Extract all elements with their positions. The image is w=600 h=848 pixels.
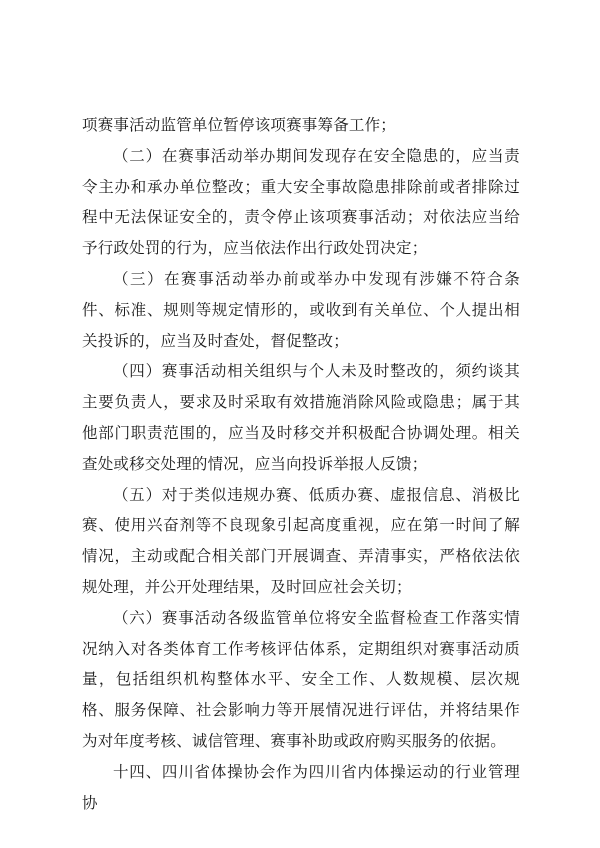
document-body	[82, 110, 520, 818]
paragraph-continuation: 项赛事活动监管单位暂停该项赛事筹备工作；	[82, 116, 397, 134]
paragraph-section-14: 十四、四川省体操协会作为四川省内体操运动的行业管理协	[82, 762, 520, 812]
paragraph-item-2: （二）在赛事活动举办期间发现存在安全隐患的，应当责令主办和承办单位整改；重大安全事故隐患排除前或者排除过程中无法保证安全的，责令停止该项赛事活动；对依法应当给予行政处罚的行为，应当依法作出行政处罚决定；	[82, 146, 520, 258]
paragraph-item-6: （六）赛事活动各级监管单位将安全监督检查工作落实情况纳入对各类体育工作考核评估体系，定期组织对赛事活动质量，包括组织机构整体水平、安全工作、人数规模、层次规格、服务保障、社会影响力等开展情况进行评估，并将结果作为对年度考核、诚信管理、赛事补助或政府购买服务的依据。	[82, 608, 520, 750]
paragraph-item-4: （四）赛事活动相关组织与个人未及时整改的，须约谈其主要负责人，要求及时采取有效措施消除风险或隐患；属于其他部门职责范围的，应当及时移交并积极配合协调处理。相关查处或移交处理的情况，应当向投诉举报人反馈；	[82, 362, 520, 473]
paragraph-item-5: （五）对于类似违规办赛、低质办赛、虚报信息、消极比赛、使用兴奋剂等不良现象引起高度重视，应在第一时间了解情况，主动或配合相关部门开展调查、弄清事实，严格依法依规处理，并公开处理结果，及时回应社会关切；	[82, 485, 520, 596]
paragraph-item-3: （三）在赛事活动举办前或举办中发现有涉嫌不符合条件、标准、规则等规定情形的，或收到有关单位、个人提出相关投诉的，应当及时查处，督促整改；	[82, 269, 520, 350]
